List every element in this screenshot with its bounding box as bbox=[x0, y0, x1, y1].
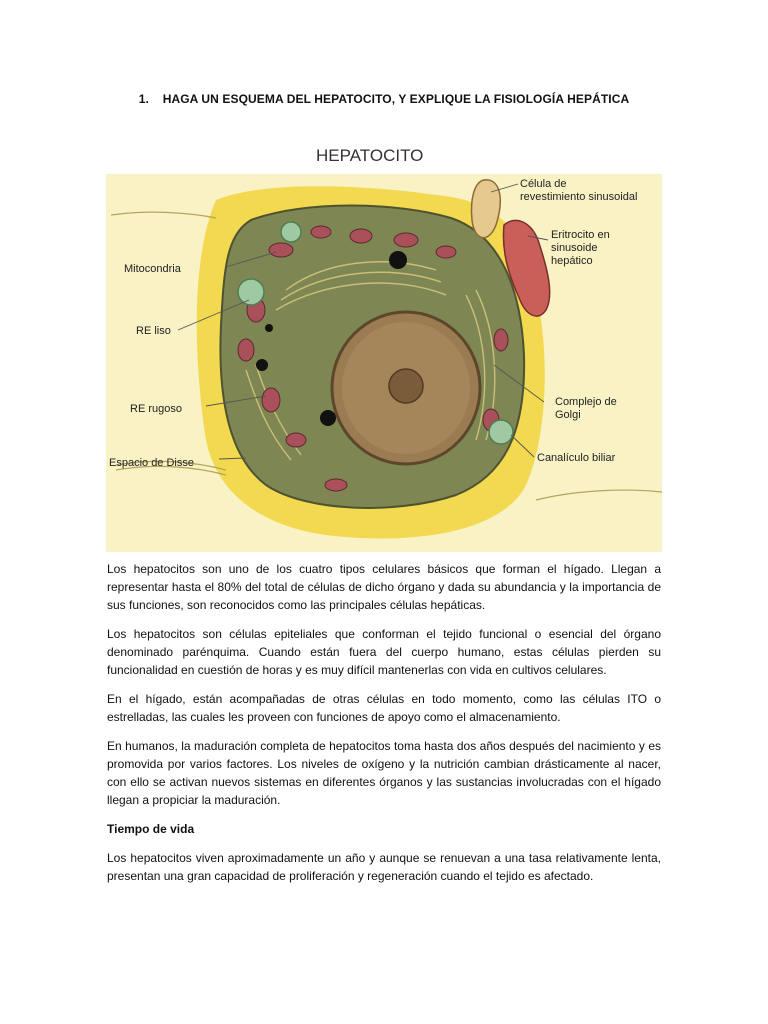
hepatocyte-figure bbox=[106, 140, 662, 552]
label-golgi-2: Golgi bbox=[555, 409, 581, 421]
canaliculus-top bbox=[281, 222, 301, 242]
label-eritrocito-3: hepático bbox=[551, 255, 593, 267]
label-espacio-disse: Espacio de Disse bbox=[109, 457, 194, 469]
bile-canaliculus bbox=[489, 420, 513, 444]
document-heading: 1. HAGA UN ESQUEMA DEL HEPATOCITO, Y EXPLIQUE LA FISIOLOGÍA HEPÁTICA bbox=[138, 92, 630, 106]
hepatocyte-diagram bbox=[106, 140, 662, 552]
label-celula-1: Célula de bbox=[520, 178, 567, 190]
label-mitocondria: Mitocondria bbox=[124, 263, 181, 275]
label-re-rugoso: RE rugoso bbox=[130, 403, 182, 415]
document-body bbox=[107, 560, 661, 896]
section-title: Tiempo de vida bbox=[107, 822, 195, 836]
nucleolus bbox=[389, 369, 423, 403]
paragraph-1: Los hepatocitos son uno de los cuatro tipos celulares básicos que forman el hígado. Llegan a representar hasta el 80% del total de células de dicho órgano y dada su abundancia y la importancia de sus funciones, son reconocidos como las principales células hepáticas. bbox=[107, 562, 661, 612]
paragraph-3: En el hígado, están acompañadas de otras células en todo momento, como las células ITO o estrelladas, las cuales les proveen con funciones de apoyo como el almacenamiento. bbox=[107, 692, 661, 724]
label-eritrocito-1: Eritrocito en bbox=[551, 229, 610, 241]
label-celula-2: revestimiento sinusoidal bbox=[520, 191, 638, 203]
paragraph-4: En humanos, la maduración completa de hepatocitos toma hasta dos años después del nacimiento y es promovida por varios factores. Los niveles de oxígeno y la nutrición cambian drásticamente al nacer, con ello se activan nuevos sistemas en diferentes órganos y las sustancias involucradas con el hígado llegan a propiciar la maduración. bbox=[107, 739, 661, 807]
label-canaliculo: Canalículo biliar bbox=[537, 452, 616, 464]
smooth-er-vesicle bbox=[238, 279, 264, 305]
paragraph-2: Los hepatocitos son células epiteliales que conforman el tejido funcional o esencial del órgano denominado parénquima. Cuando están fuera del cuerpo humano, estas células pierden su funcionalidad en cuestión de horas y es muy difícil mantenerlas con vida en cultivos celulares. bbox=[107, 627, 661, 677]
section-paragraph: Los hepatocitos viven aproximadamente un año y aunque se renuevan a una tasa relativamente lenta, presentan una gran capacidad de proliferación y regeneración cuando el tejido es afectado. bbox=[107, 851, 661, 883]
label-re-liso: RE liso bbox=[136, 325, 171, 337]
label-golgi-1: Complejo de bbox=[555, 396, 617, 408]
figure-title: HEPATOCITO bbox=[316, 146, 424, 165]
label-eritrocito-2: sinusoide bbox=[551, 242, 598, 254]
